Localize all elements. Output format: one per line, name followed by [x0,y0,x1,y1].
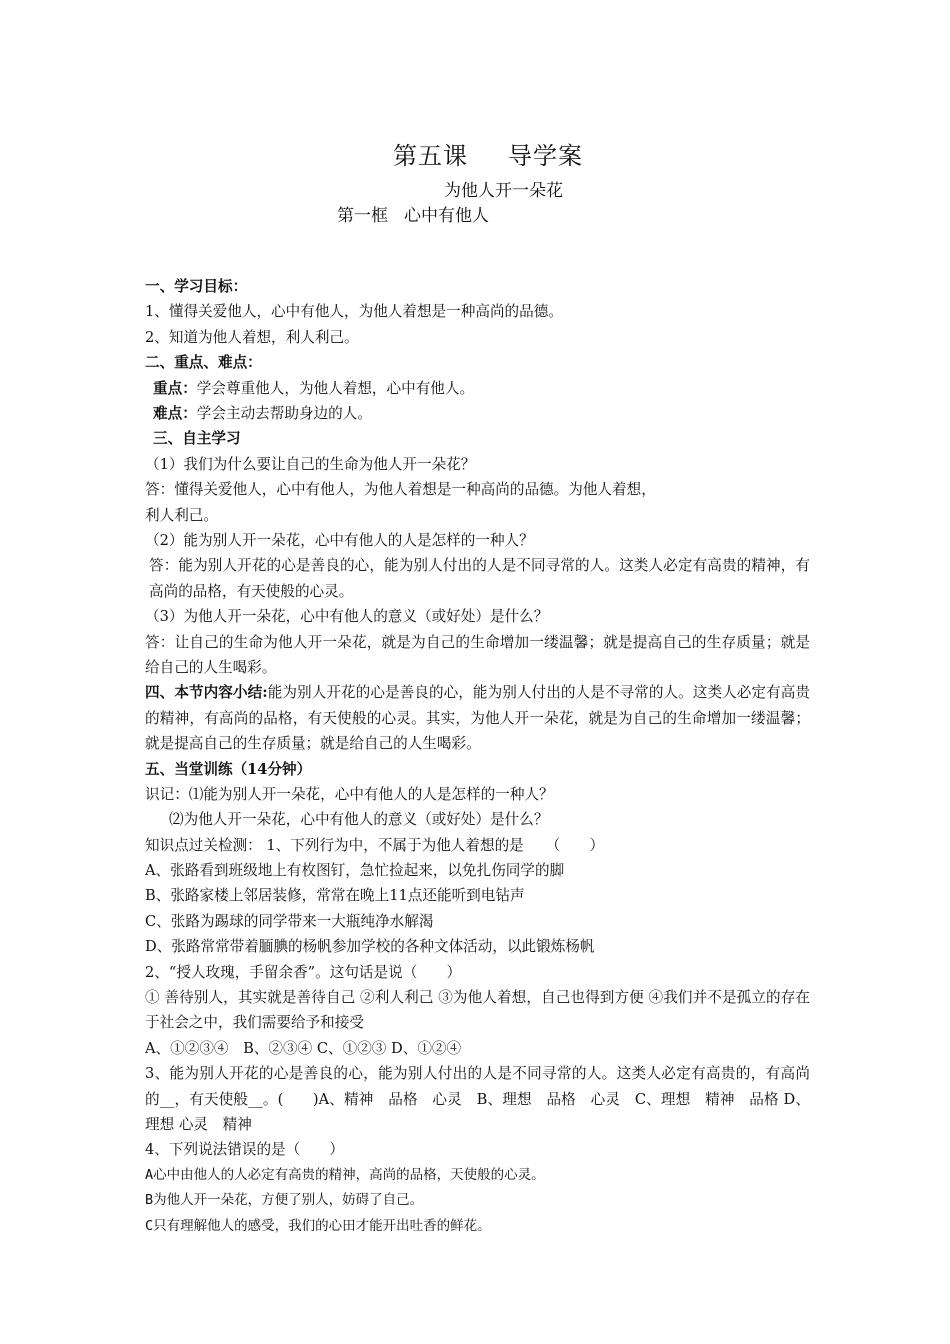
answer: 答：懂得关爱他人，心中有他人，为他人着想是一种高尚的品德。为他人着想， [145,481,656,499]
recall-item: ⑵为他人开一朵花，心中有他人的意义（或好处）是什么？ [169,811,549,829]
question: 知识点过关检测： 1、下列行为中，不属于为他人着想的是 （ ） [145,836,605,854]
option: B、张路家楼上邻居装修，常常在晚上11点还能听到电钻声 [145,887,525,905]
section-number: 第一框 [337,206,388,226]
option: A、张路看到班级地上有枚图钉，急忙捡起来，以免扎伤同学的脚 [145,862,565,880]
question: 2、“授人玫瑰，手留余香”。这句话是说（ ） [145,963,462,981]
option: D、张路常常带着腼腆的杨帆参加学校的各种文体活动，以此锻炼杨帆 [145,938,595,956]
section-name: 心中有他人 [404,206,489,226]
hard-point [145,401,810,426]
lesson-title: 导学案 [508,142,583,170]
option: B为他人开一朵花，方便了别人，妨碍了自己。 [145,1192,424,1209]
summary-text: 能为别人开花的心是善良的心，能为别人付出的人是不寻常的人。这类人必定有高贵的精神，有高尚的品格，有天使般的心灵。其实，为他人开一朵花，就是为自己的生命增加一缕温馨；就是提高自己的生存质量；就是给自己的人生喝彩。 [145,684,810,753]
option: A心中由他人的人必定有高贵的精神，高尚的品格，天使般的心灵。 [145,1166,545,1183]
question: 4、下列说法错误的是（ ） [145,1141,345,1159]
answer: 答：能为别人开花的心是善良的心，能为别人付出的人是不同寻常的人。这类人必定有高贵的精神，有高尚的品格，有天使般的心灵。 [149,557,810,600]
page-title [0,136,950,171]
answer: 答：让自己的生命为他人开一朵花，就是为自己的生命增加一缕温馨；就是提高自己的生存质量；就是给自己的人生喝彩。 [145,633,810,676]
keypoints-heading: 二、重点、难点： [145,354,262,372]
hard-point-text: 学会主动去帮助身边的人。 [196,404,372,422]
section-title [337,201,489,226]
summary [145,680,810,756]
practice-heading: 五、当堂训练（14分钟） [145,760,312,778]
key-point-text: 学会尊重他人，为他人着想，心中有他人。 [196,379,475,397]
key-point-label: 重点： [153,379,197,397]
lesson-subtitle: 为他人开一朵花 [444,181,563,201]
option: A、①②③④ B、②③④ C、①②③ D、①②④ [145,1039,462,1057]
option: C、张路为踢球的同学带来一大瓶纯净水解渴 [145,912,434,930]
question: （3）为他人开一朵花，心中有他人的意义（或好处）是什么？ [145,608,549,626]
lesson-number: 第五课 [393,142,468,170]
recall-item: 识记：⑴能为别人开一朵花，心中有他人的人是怎样的一种人？ [145,785,554,803]
goals-heading: 一、学习目标： [145,278,248,295]
self-study-heading: 三、自主学习 [153,430,241,448]
goal-item: 2、知道为他人着想，利人利己。 [145,328,359,346]
question: 3、能为别人开花的心是善良的心，能为别人付出的人是不同寻常的人。这类人必定有高贵的，有高尚的__，有天使般__。( )A、精神 品格 心灵 B、理想 品格 心灵 C、理想 精神 品格 D、理想 心灵 精神 [145,1065,810,1134]
key-point [145,376,810,401]
answer: 利人利己。 [145,506,218,524]
document-body [145,274,810,1239]
summary-heading: 四、本节内容小结: [145,684,268,702]
option: C只有理解他人的感受，我们的心田才能开出吐香的鲜花。 [145,1217,491,1234]
hard-point-label: 难点： [153,404,197,422]
goal-item: 1、懂得关爱他人，心中有他人，为他人着想是一种高尚的品德。 [145,303,563,321]
question: （2）能为别人开一朵花，心中有他人的人是怎样的一种人？ [145,531,534,549]
question: （1）我们为什么要让自己的生命为他人开一朵花？ [145,455,476,473]
statements: ① 善待别人，其实就是善待自己 ②利人利己 ③为他人着想，自己也得到方便 ④我们并不是孤立的存在于社会之中，我们需要给予和接受 [145,989,810,1032]
